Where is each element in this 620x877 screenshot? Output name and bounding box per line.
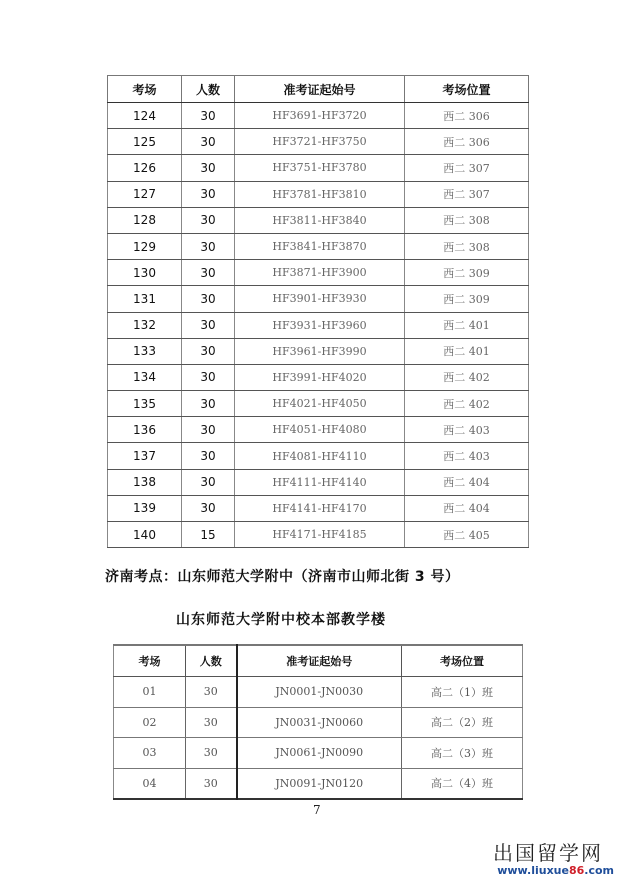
cell-ticket-range: HF3961-HF3990 bbox=[235, 338, 405, 364]
cell-ticket-range: HF3751-HF3780 bbox=[235, 155, 405, 181]
cell-count: 30 bbox=[182, 155, 235, 181]
cell-room: 134 bbox=[108, 364, 182, 390]
cell-room: 140 bbox=[108, 522, 182, 548]
cell-ticket-range: HF3931-HF3960 bbox=[235, 312, 405, 338]
cell-location: 高二（2）班 bbox=[402, 707, 523, 738]
cell-ticket-range: HF3991-HF4020 bbox=[235, 364, 405, 390]
cell-location: 西二 306 bbox=[405, 103, 529, 129]
cell-ticket-range: HF4021-HF4050 bbox=[235, 391, 405, 417]
exam-room-table-2 bbox=[113, 644, 523, 800]
cell-location: 西二 403 bbox=[405, 443, 529, 469]
building-heading: 山东师范大学附中校本部教学楼 bbox=[176, 612, 386, 628]
cell-count: 30 bbox=[182, 338, 235, 364]
header-location: 考场位置 bbox=[405, 76, 529, 103]
exam-room-table-1 bbox=[107, 75, 529, 548]
watermark-site-name: 出国留学网 bbox=[493, 841, 603, 865]
watermark-url-suffix: .com bbox=[584, 864, 614, 877]
cell-location: 西二 404 bbox=[405, 469, 529, 495]
cell-ticket-range: JN0031-JN0060 bbox=[237, 707, 402, 738]
cell-count: 30 bbox=[182, 391, 235, 417]
header-location: 考场位置 bbox=[402, 645, 523, 677]
cell-location: 高二（3）班 bbox=[402, 738, 523, 769]
cell-count: 30 bbox=[182, 312, 235, 338]
header-room: 考场 bbox=[108, 76, 182, 103]
cell-count: 30 bbox=[182, 260, 235, 286]
cell-location: 西二 309 bbox=[405, 260, 529, 286]
cell-room: 01 bbox=[114, 677, 186, 708]
table-row bbox=[108, 312, 529, 338]
cell-room: 132 bbox=[108, 312, 182, 338]
cell-count: 30 bbox=[182, 207, 235, 233]
cell-count: 30 bbox=[182, 103, 235, 129]
cell-room: 03 bbox=[114, 738, 186, 769]
cell-count: 30 bbox=[186, 768, 237, 799]
table-row bbox=[108, 522, 529, 548]
watermark-url bbox=[478, 864, 618, 877]
cell-ticket-range: HF3811-HF3840 bbox=[235, 207, 405, 233]
cell-location: 西二 308 bbox=[405, 233, 529, 259]
cell-room: 135 bbox=[108, 391, 182, 417]
cell-ticket-range: JN0091-JN0120 bbox=[237, 768, 402, 799]
table-row bbox=[108, 417, 529, 443]
table-row bbox=[114, 768, 523, 799]
cell-location: 西二 307 bbox=[405, 155, 529, 181]
table-row bbox=[108, 103, 529, 129]
cell-location: 西二 401 bbox=[405, 312, 529, 338]
cell-ticket-range: HF4141-HF4170 bbox=[235, 495, 405, 521]
header-count: 人数 bbox=[182, 76, 235, 103]
table-row bbox=[108, 469, 529, 495]
watermark-url-highlight: 86 bbox=[568, 864, 585, 877]
cell-count: 30 bbox=[182, 417, 235, 443]
cell-room: 129 bbox=[108, 233, 182, 259]
cell-location: 西二 405 bbox=[405, 522, 529, 548]
cell-room: 138 bbox=[108, 469, 182, 495]
cell-location: 西二 309 bbox=[405, 286, 529, 312]
cell-ticket-range: HF4081-HF4110 bbox=[235, 443, 405, 469]
cell-room: 128 bbox=[108, 207, 182, 233]
cell-ticket-range: HF4171-HF4185 bbox=[235, 522, 405, 548]
header-count: 人数 bbox=[186, 645, 237, 677]
cell-ticket-range: HF3781-HF3810 bbox=[235, 181, 405, 207]
cell-count: 30 bbox=[186, 738, 237, 769]
cell-count: 30 bbox=[186, 677, 237, 708]
cell-room: 126 bbox=[108, 155, 182, 181]
cell-ticket-range: HF3841-HF3870 bbox=[235, 233, 405, 259]
cell-count: 30 bbox=[182, 181, 235, 207]
cell-ticket-range: HF3871-HF3900 bbox=[235, 260, 405, 286]
cell-ticket-range: HF3691-HF3720 bbox=[235, 103, 405, 129]
cell-ticket-range: JN0001-JN0030 bbox=[237, 677, 402, 708]
cell-room: 133 bbox=[108, 338, 182, 364]
table-header-row bbox=[108, 76, 529, 103]
cell-location: 高二（1）班 bbox=[402, 677, 523, 708]
table-row bbox=[108, 233, 529, 259]
cell-room: 139 bbox=[108, 495, 182, 521]
cell-location: 西二 402 bbox=[405, 391, 529, 417]
cell-location: 西二 307 bbox=[405, 181, 529, 207]
cell-room: 130 bbox=[108, 260, 182, 286]
table-row bbox=[108, 129, 529, 155]
cell-count: 30 bbox=[182, 495, 235, 521]
cell-room: 136 bbox=[108, 417, 182, 443]
table-row bbox=[108, 155, 529, 181]
cell-room: 124 bbox=[108, 103, 182, 129]
cell-count: 15 bbox=[182, 522, 235, 548]
table-row bbox=[108, 181, 529, 207]
watermark-logo bbox=[478, 842, 618, 877]
cell-ticket-range: HF4051-HF4080 bbox=[235, 417, 405, 443]
header-ticket-range: 准考证起始号 bbox=[237, 645, 402, 677]
cell-room: 125 bbox=[108, 129, 182, 155]
watermark-url-prefix: www.liuxue bbox=[497, 864, 569, 877]
exam-site-heading: 济南考点：山东师范大学附中（济南市山师北街 3 号） bbox=[105, 569, 460, 585]
header-ticket-range: 准考证起始号 bbox=[235, 76, 405, 103]
table-row bbox=[108, 391, 529, 417]
cell-count: 30 bbox=[182, 233, 235, 259]
page-number: 7 bbox=[313, 803, 321, 817]
cell-location: 西二 403 bbox=[405, 417, 529, 443]
cell-count: 30 bbox=[182, 364, 235, 390]
table-row bbox=[114, 738, 523, 769]
table-header-row bbox=[114, 645, 523, 677]
header-room: 考场 bbox=[114, 645, 186, 677]
cell-ticket-range: JN0061-JN0090 bbox=[237, 738, 402, 769]
table-row bbox=[108, 260, 529, 286]
table-row bbox=[114, 707, 523, 738]
table-row bbox=[108, 338, 529, 364]
cell-count: 30 bbox=[186, 707, 237, 738]
cell-count: 30 bbox=[182, 443, 235, 469]
cell-room: 02 bbox=[114, 707, 186, 738]
cell-location: 西二 402 bbox=[405, 364, 529, 390]
cell-location: 高二（4）班 bbox=[402, 768, 523, 799]
table-row bbox=[108, 495, 529, 521]
cell-location: 西二 401 bbox=[405, 338, 529, 364]
cell-location: 西二 404 bbox=[405, 495, 529, 521]
table-row bbox=[108, 443, 529, 469]
cell-room: 131 bbox=[108, 286, 182, 312]
cell-count: 30 bbox=[182, 469, 235, 495]
cell-room: 137 bbox=[108, 443, 182, 469]
cell-ticket-range: HF3901-HF3930 bbox=[235, 286, 405, 312]
table-row bbox=[108, 286, 529, 312]
cell-room: 04 bbox=[114, 768, 186, 799]
table-row bbox=[108, 364, 529, 390]
cell-count: 30 bbox=[182, 286, 235, 312]
cell-count: 30 bbox=[182, 129, 235, 155]
cell-location: 西二 306 bbox=[405, 129, 529, 155]
cell-ticket-range: HF3721-HF3750 bbox=[235, 129, 405, 155]
table-row bbox=[108, 207, 529, 233]
table-row bbox=[114, 677, 523, 708]
cell-ticket-range: HF4111-HF4140 bbox=[235, 469, 405, 495]
cell-location: 西二 308 bbox=[405, 207, 529, 233]
cell-room: 127 bbox=[108, 181, 182, 207]
